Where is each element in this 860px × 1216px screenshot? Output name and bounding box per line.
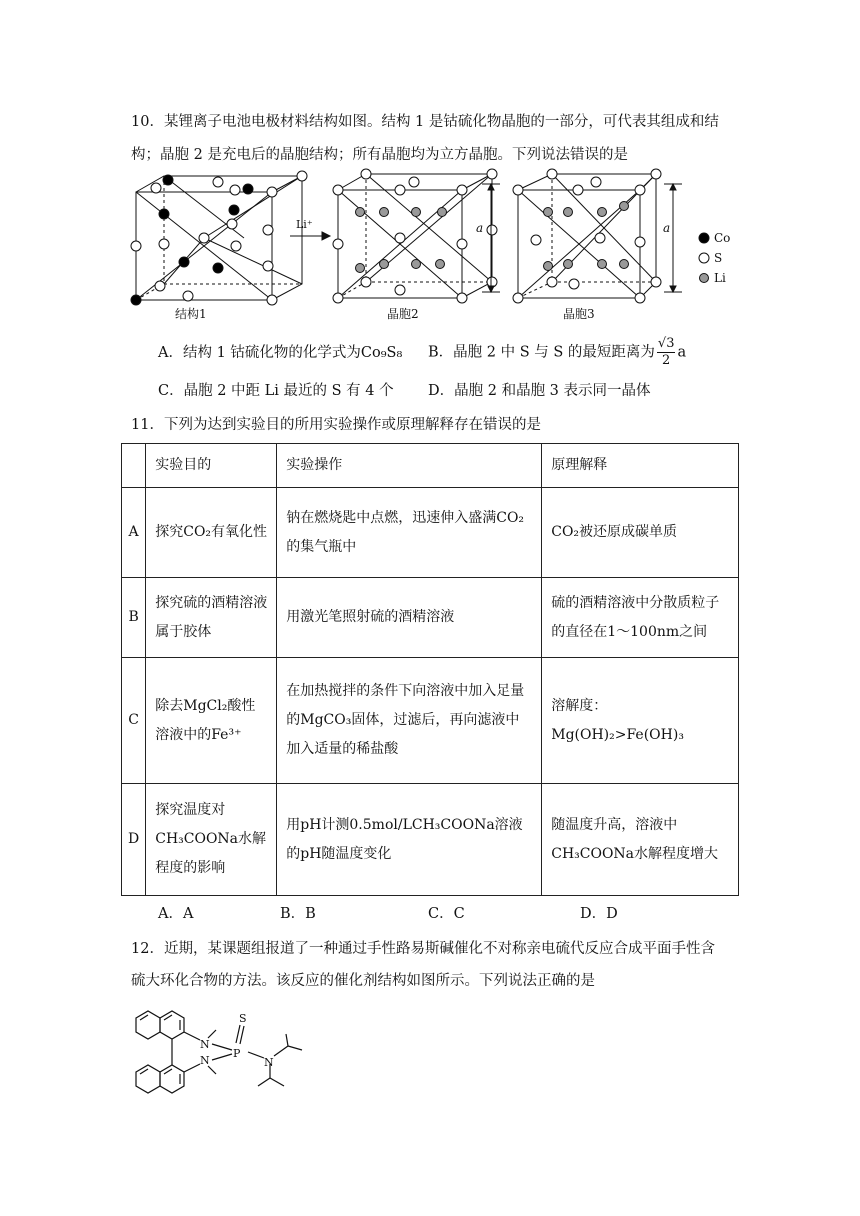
q10-option-c: C．晶胞 2 中距 Li 最近的 S 有 4 个 xyxy=(158,383,394,399)
crystal-structure-figure xyxy=(0,168,860,328)
q11-option-b: B．B xyxy=(280,906,316,922)
q10-option-a-text: A．结构 1 钴硫化物的化学式为 xyxy=(158,345,361,361)
row-label: B xyxy=(122,578,146,658)
principle-cell: 溶解度：Mg(OH)₂>Fe(OH)₃ xyxy=(542,658,739,784)
cell-3-label: 晶胞3 xyxy=(563,307,595,321)
cell-3-dimension xyxy=(664,184,682,292)
principle-cell: CO₂被还原成碳单质 xyxy=(542,488,739,578)
principle-cell: 硫的酒精溶液中分散质粒子的直径在1～100nm之间 xyxy=(542,578,739,658)
cell-2-dim-label: a xyxy=(476,221,484,235)
q10-option-b-fraction xyxy=(657,336,676,369)
q10-stem-line1: 10．某锂离子电池电极材料结构如图。结构 1 是钴硫化物晶胞的一部分，可代表其组成和结 xyxy=(131,114,719,130)
structure-1-atoms xyxy=(131,171,307,305)
purpose-cell: 除去MgCl₂酸性溶液中的Fe³⁺ xyxy=(146,658,277,784)
q10-option-d: D．晶胞 2 和晶胞 3 表示同一晶体 xyxy=(428,383,651,399)
operation-cell: 在加热搅拌的条件下向溶液中加入足量的MgCO₃固体，过滤后，再向滤液中加入适量的稀盐酸 xyxy=(277,658,542,784)
table-row xyxy=(122,488,739,578)
atom-n3: N xyxy=(264,1056,274,1069)
cell-2-label: 晶胞2 xyxy=(387,307,419,321)
q10-option-b-text: B．晶胞 2 中 S 与 S 的最短距离为 xyxy=(428,344,655,361)
purpose-cell: 探究CO₂有氧化性 xyxy=(146,488,277,578)
cell-3-dim-label: a xyxy=(663,221,671,235)
cell-2-diagram xyxy=(338,174,492,298)
q10-stem-line2: 构；晶胞 2 是充电后的晶胞结构；所有晶胞均为立方晶胞。下列说法错误的是 xyxy=(131,147,628,163)
arrow-label: Li⁺ xyxy=(296,218,313,231)
catalyst-structure-figure xyxy=(128,1000,338,1100)
q11-option-d: D．D xyxy=(580,906,618,922)
legend-co: Co xyxy=(714,231,731,245)
table-row xyxy=(122,784,739,896)
q12-stem-line2: 硫大环化合物的方法。该反应的催化剂结构如图所示。下列说法正确的是 xyxy=(131,973,595,989)
row-label: C xyxy=(122,658,146,784)
table-row xyxy=(122,658,739,784)
table-header-cell: 实验操作 xyxy=(277,444,542,488)
q10-option-b-suffix: a xyxy=(677,344,687,361)
table-header-cell: 原理解释 xyxy=(542,444,739,488)
q10-option-a-formula: Co₉S₈ xyxy=(360,345,403,361)
operation-cell: 钠在燃烧匙中点燃，迅速伸入盛满CO₂的集气瓶中 xyxy=(277,488,542,578)
q10-option-b xyxy=(428,336,686,369)
q11-option-a: A．A xyxy=(158,906,194,922)
operation-cell: 用激光笔照射硫的酒精溶液 xyxy=(277,578,542,658)
principle-cell: 随温度升高，溶液中CH₃COONa水解程度增大 xyxy=(542,784,739,896)
atom-n1: N xyxy=(200,1038,210,1051)
atom-p: P xyxy=(233,1047,241,1060)
experiment-table xyxy=(121,443,739,896)
q12-stem-line1: 12．近期，某课题组报道了一种通过手性路易斯碱催化不对称亲电硫代反应合成平面手性含 xyxy=(131,941,715,957)
operation-cell: 用pH计测0.5mol/LCH₃COONa溶液的pH随温度变化 xyxy=(277,784,542,896)
purpose-cell: 探究温度对CH₃COONa水解程度的影响 xyxy=(146,784,277,896)
legend-li: Li xyxy=(714,271,726,285)
row-label: A xyxy=(122,488,146,578)
cell-2-atoms xyxy=(333,169,497,303)
q11-option-c: C．C xyxy=(428,906,465,922)
table-row xyxy=(122,578,739,658)
row-label: D xyxy=(122,784,146,896)
atom-n2: N xyxy=(200,1054,210,1067)
purpose-cell: 探究硫的酒精溶液属于胶体 xyxy=(146,578,277,658)
atom-s: S xyxy=(239,1012,247,1025)
table-header-cell: 实验目的 xyxy=(146,444,277,488)
table-header-cell xyxy=(122,444,146,488)
q10-option-a xyxy=(158,343,402,363)
fraction-numerator: √3 xyxy=(657,336,675,351)
legend-s: S xyxy=(714,251,723,265)
structure-1-label: 结构1 xyxy=(175,307,207,321)
fraction-denominator: 2 xyxy=(662,353,671,368)
atom-legend xyxy=(699,233,709,283)
reaction-arrow xyxy=(290,232,330,240)
table-header-row xyxy=(122,444,739,488)
q11-stem: 11．下列为达到实验目的所用实验操作或原理解释存在错误的是 xyxy=(131,417,541,433)
